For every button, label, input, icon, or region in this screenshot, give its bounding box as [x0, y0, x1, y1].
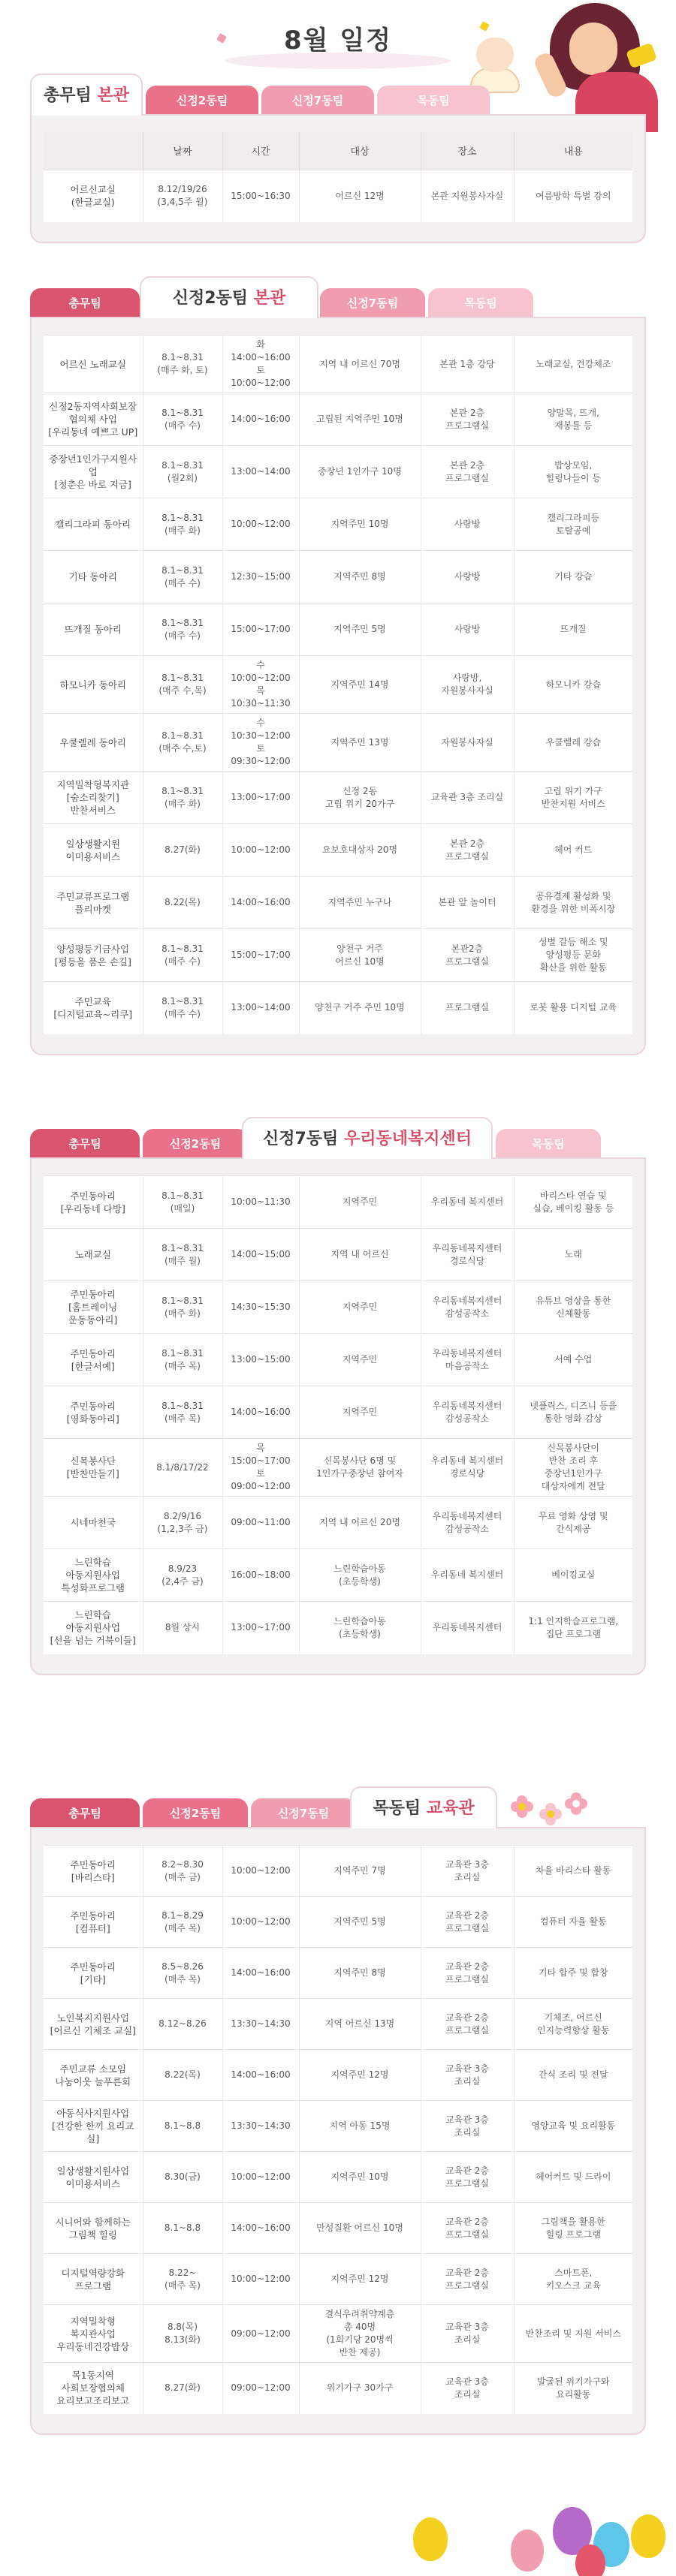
tab-sinjeong2[interactable]: 신정2동팀 — [143, 1798, 248, 1828]
tab-sinjeong2[interactable]: 신정2동팀 — [146, 86, 258, 116]
cell-date: 8.1~8.31 (매주 화) — [143, 772, 222, 824]
team-tabs — [30, 72, 646, 116]
cell-date: 8.27(화) — [143, 2363, 222, 2414]
cell-place: 교육관 3층 조리실 — [421, 1846, 514, 1897]
cell-content: 기체조, 어르신 인지능력향상 활동 — [514, 1999, 632, 2050]
cell-date: 8.22~ (매주 목) — [143, 2254, 222, 2305]
cell-program-name: 주민동아리 [영화동아리] — [44, 1386, 143, 1439]
cell-place: 교육관 3층 조리실 — [421, 772, 514, 824]
cell-content: 노래 — [514, 1229, 632, 1281]
cell-date: 8.2~8.30 (매주 금) — [143, 1846, 222, 1897]
cell-target: 신목봉사단 6명 및 1인가구중장년 참여자 — [299, 1439, 421, 1497]
cell-target: 지역주민 5명 — [299, 603, 421, 656]
table-row — [44, 1846, 632, 1897]
table-row — [44, 2363, 632, 2414]
schedule-panel — [30, 114, 646, 243]
cell-program-name: 일상생활지원 이미용서비스 — [44, 824, 143, 877]
cell-content: 기타 강습 — [514, 551, 632, 603]
cell-content: 양말목, 뜨개, 재봉틀 등 — [514, 393, 632, 446]
cell-time: 14:30~15:30 — [222, 1281, 299, 1334]
cell-target: 위기가구 30가구 — [299, 2363, 421, 2414]
cell-date: 8.22(목) — [143, 877, 222, 929]
cell-time: 13:00~17:00 — [222, 1602, 299, 1654]
cell-content: 반찬조리 및 지원 서비스 — [514, 2305, 632, 2363]
cell-time: 12:30~15:00 — [222, 551, 299, 603]
table-row — [44, 1386, 632, 1439]
cell-time: 15:00~17:00 — [222, 603, 299, 656]
table-row — [44, 1948, 632, 1999]
cell-program-name: 주민동아리 [컴퓨터] — [44, 1897, 143, 1948]
header — [0, 0, 676, 68]
cell-date: 8.1~8.31 (매주 월) — [143, 1229, 222, 1281]
cell-target: 신정 2동 고립 위기 20가구 — [299, 772, 421, 824]
cell-place: 우리동네복지센터 감성공작소 — [421, 1497, 514, 1549]
cell-time: 10:00~12:00 — [222, 1897, 299, 1948]
tab-mokdong[interactable]: 목동팀 — [496, 1129, 601, 1159]
cell-time: 수 10:30~12:00 토 09:30~12:00 — [222, 714, 299, 772]
cell-date: 8.1~8.8 — [143, 2101, 222, 2152]
cell-program-name: 캘리그라피 동아리 — [44, 498, 143, 551]
cell-place: 사랑방 — [421, 603, 514, 656]
cell-target: 양천구 거주 어르신 10명 — [299, 929, 421, 982]
cell-place: 사랑방, 자원봉사자실 — [421, 656, 514, 714]
cell-date: 8.1~8.31 (매주 수) — [143, 982, 222, 1034]
cell-content: 무료 영화 상영 및 간식제공 — [514, 1497, 632, 1549]
table-row — [44, 1176, 632, 1229]
cell-target: 느린학습아동 (초등학생) — [299, 1549, 421, 1602]
cell-place: 교육관 3층 조리실 — [421, 2363, 514, 2414]
team-tabs — [30, 1115, 646, 1159]
table-row — [44, 1334, 632, 1386]
table-row — [44, 1897, 632, 1948]
cell-program-name: 신정2동지역사회보장 협의체 사업 [우리동네 예쁘고 UP] — [44, 393, 143, 446]
tab-general-affairs[interactable]: 총무팀 — [30, 288, 140, 318]
tab-general-affairs[interactable]: 총무팀 본관 — [30, 74, 143, 116]
cell-program-name: 주민동아리 [우리동네 다방] — [44, 1176, 143, 1229]
tab-mokdong[interactable]: 목동팀 교육관 — [350, 1786, 497, 1828]
cell-target: 지역 아동 15명 — [299, 2101, 421, 2152]
cell-program-name: 아동식사지원사업 [건강한 한끼 요리교실] — [44, 2101, 143, 2152]
cell-content: 베이킹교실 — [514, 1549, 632, 1602]
cell-content: 공유경제 활성화 및 환경을 위한 비폭시장 — [514, 877, 632, 929]
cell-time: 10:00~12:00 — [222, 498, 299, 551]
cell-time: 10:00~11:30 — [222, 1176, 299, 1229]
table-row — [44, 2152, 632, 2203]
section-mokdong — [30, 1785, 646, 2435]
cell-target: 중장년 1인가구 10명 — [299, 446, 421, 498]
cell-program-name: 일상생활지원사업 이미용서비스 — [44, 2152, 143, 2203]
cell-content: 고립 위기 가구 반찬지원 서비스 — [514, 772, 632, 824]
cell-program-name: 중장년1인가구지원사업 [청춘은 바로 지금] — [44, 446, 143, 498]
cell-place: 교육관 2층 프로그램실 — [421, 1948, 514, 1999]
cell-date: 8.1~8.29 (매주 목) — [143, 1897, 222, 1948]
table-row — [44, 929, 632, 982]
table-row — [44, 656, 632, 714]
cell-place: 우리동네 복지센터 — [421, 1176, 514, 1229]
cell-target: 결식우려취약계층 총 40명 (1회기당 20명씩 반찬 제공) — [299, 2305, 421, 2363]
table-row — [44, 1497, 632, 1549]
cell-place: 교육관 2층 프로그램실 — [421, 2203, 514, 2254]
schedule-table — [44, 1845, 632, 2414]
cell-program-name: 기타 동아리 — [44, 551, 143, 603]
cell-program-name: 느린학습 아동지원사업 [선을 넘는 거북이들] — [44, 1602, 143, 1654]
cell-place: 우리동네 복지센터 경로식당 — [421, 1439, 514, 1497]
cell-date: 8.5~8.26 (매주 목) — [143, 1948, 222, 1999]
cell-date: 8.1~8.31 (매주 수) — [143, 603, 222, 656]
cell-place: 교육관 3층 조리실 — [421, 2305, 514, 2363]
cell-place: 사랑방 — [421, 498, 514, 551]
cell-time: 15:00~17:00 — [222, 929, 299, 982]
balloons-decoration — [406, 2477, 676, 2576]
cell-target: 지역주민 — [299, 1281, 421, 1334]
cell-target: 지역주민 — [299, 1386, 421, 1439]
table-row — [44, 2203, 632, 2254]
cell-place: 우리동네복지센터 경로식당 — [421, 1229, 514, 1281]
header-target: 대상 — [299, 132, 421, 170]
cell-time: 10:00~12:00 — [222, 2254, 299, 2305]
cell-target: 지역주민 — [299, 1176, 421, 1229]
cell-program-name: 주민동아리 [바리스타] — [44, 1846, 143, 1897]
cell-program-name: 주민교류 소모임 나눔이웃 늘푸른회 — [44, 2050, 143, 2101]
cell-program-name: 디지털역량강화 프로그램 — [44, 2254, 143, 2305]
header-place: 장소 — [421, 132, 514, 170]
cell-target: 지역 내 어르신 20명 — [299, 1497, 421, 1549]
cell-content: 헤어 커트 — [514, 824, 632, 877]
cell-program-name: 노인복지지원사업 [어르신 기체조 교실] — [44, 1999, 143, 2050]
cell-content: 로봇 활용 디지털 교육 — [514, 982, 632, 1034]
cell-program-name: 지역밀착형 복지관사업 우리동네건강밥상 — [44, 2305, 143, 2363]
section-sinjeong7 — [30, 1115, 646, 1675]
cell-time: 화 14:00~16:00 토 10:00~12:00 — [222, 336, 299, 393]
cell-target: 요보호대상자 20명 — [299, 824, 421, 877]
cell-content: 하모니카 강습 — [514, 656, 632, 714]
cell-time: 09:00~12:00 — [222, 2305, 299, 2363]
cell-time: 13:30~14:30 — [222, 2101, 299, 2152]
cell-time: 14:00~15:00 — [222, 1229, 299, 1281]
cell-place: 본관 2층 프로그램실 — [421, 446, 514, 498]
cell-content: 스마트폰, 키오스크 교육 — [514, 2254, 632, 2305]
tab-mokdong[interactable]: 목동팀 — [428, 288, 533, 318]
cell-place: 본관 2층 프로그램실 — [421, 393, 514, 446]
table-row — [44, 714, 632, 772]
cell-time: 13:00~14:00 — [222, 982, 299, 1034]
cell-content: 발굴된 위기가구와 요리활동 — [514, 2363, 632, 2414]
cell-time: 09:00~11:00 — [222, 1497, 299, 1549]
cell-time: 13:30~14:30 — [222, 1999, 299, 2050]
cell-target: 지역주민 7명 — [299, 1846, 421, 1897]
cell-program-name: 지역밀착형복지관 [숨소리찾기] 반찬서비스 — [44, 772, 143, 824]
cell-time: 수 10:00~12:00 목 10:30~11:30 — [222, 656, 299, 714]
cell-content: 유튜브 영상을 통한 신체활동 — [514, 1281, 632, 1334]
table-row — [44, 1439, 632, 1497]
tab-sinjeong7[interactable]: 신정7동팀 — [261, 86, 374, 116]
cell-target: 지역 내 어르신 70명 — [299, 336, 421, 393]
cell-place: 우리동네복지센터 마음공작소 — [421, 1334, 514, 1386]
cell-place: 우리동네복지센터 감성공작소 — [421, 1386, 514, 1439]
tab-sinjeong7[interactable]: 신정7동팀 — [251, 1798, 356, 1828]
cell-time: 14:00~16:00 — [222, 2050, 299, 2101]
cell-time: 10:00~12:00 — [222, 824, 299, 877]
cell-content: 우쿨렐레 강습 — [514, 714, 632, 772]
tab-sinjeong2[interactable]: 신정2동팀 — [143, 1129, 248, 1159]
schedule-table — [44, 335, 632, 1034]
cell-time: 15:00~16:30 — [222, 170, 299, 222]
schedule-table — [44, 132, 632, 222]
cell-target: 지역주민 8명 — [299, 1948, 421, 1999]
cell-place: 본관2층 프로그램실 — [421, 929, 514, 982]
cell-place: 교육관 2층 프로그램실 — [421, 2152, 514, 2203]
cell-place: 교육관 2층 프로그램실 — [421, 1999, 514, 2050]
cell-date: 8.12/19/26 (3,4,5주 월) — [143, 170, 222, 222]
cell-time: 목 15:00~17:00 토 09:00~12:00 — [222, 1439, 299, 1497]
header-program — [44, 132, 143, 170]
cell-content: 차율 바리스타 활동 — [514, 1846, 632, 1897]
cell-date: 8.8(목) 8.13(화) — [143, 2305, 222, 2363]
cell-program-name: 느린학습 아동지원사업 특성화프로그램 — [44, 1549, 143, 1602]
cell-place: 우리동네 복지센터 — [421, 1549, 514, 1602]
cell-place: 본관 지원봉사자실 — [421, 170, 514, 222]
cell-time: 10:00~12:00 — [222, 2152, 299, 2203]
cell-place: 교육관 2층 프로그램실 — [421, 2254, 514, 2305]
cell-date: 8.1~8.31 (매주 화) — [143, 1281, 222, 1334]
table-row — [44, 1999, 632, 2050]
cell-program-name: 주민동아리 [기타] — [44, 1948, 143, 1999]
cell-date: 8.12~8.26 — [143, 1999, 222, 2050]
table-row — [44, 2305, 632, 2363]
cell-time: 14:00~16:00 — [222, 393, 299, 446]
cell-content: 헤어커트 및 드라이 — [514, 2152, 632, 2203]
cell-date: 8.1~8.31 (매주 수,토) — [143, 714, 222, 772]
table-row — [44, 1602, 632, 1654]
cell-place: 본관 2층 프로그램실 — [421, 824, 514, 877]
cell-place: 본관 앞 놀이터 — [421, 877, 514, 929]
cell-target: 지역주민 12명 — [299, 2254, 421, 2305]
cell-content: 캘리그라피등 토탈공예 — [514, 498, 632, 551]
cell-content: 성별 갈등 해소 및 양성평등 문화 확산을 위한 활동 — [514, 929, 632, 982]
tab-sinjeong7[interactable]: 신정7동팀 우리동네복지센터 — [242, 1117, 493, 1159]
cell-date: 8.1~8.31 (매주 목) — [143, 1386, 222, 1439]
table-row — [44, 446, 632, 498]
flower-decoration — [565, 1792, 587, 1815]
table-row — [44, 1549, 632, 1602]
cell-target: 만성질환 어르신 10명 — [299, 2203, 421, 2254]
cell-program-name: 시니어와 함께하는 그림책 힐링 — [44, 2203, 143, 2254]
table-row — [44, 772, 632, 824]
cell-target: 양천구 거주 주민 10명 — [299, 982, 421, 1034]
cell-content: 밥상모임, 힐링나들이 등 — [514, 446, 632, 498]
cell-place: 교육관 3층 조리실 — [421, 2101, 514, 2152]
cell-place: 우리동네복지센터 감성공작소 — [421, 1281, 514, 1334]
cell-target: 지역주민 10명 — [299, 498, 421, 551]
table-header — [44, 132, 632, 170]
cell-content: 1:1 인지학습프로그램, 집단 프로그램 — [514, 1602, 632, 1654]
cell-place: 프로그램실 — [421, 982, 514, 1034]
table-row — [44, 551, 632, 603]
cell-place: 교육관 3층 조리실 — [421, 2050, 514, 2101]
schedule-panel — [30, 1827, 646, 2435]
cell-target: 지역주민 — [299, 1334, 421, 1386]
cell-content: 기타 합주 및 합창 — [514, 1948, 632, 1999]
cell-content: 여름방학 특별 강의 — [514, 170, 632, 222]
section-general-affairs — [30, 72, 646, 243]
cell-target: 지역주민 13명 — [299, 714, 421, 772]
cell-program-name: 양성평등기금사업 [평등을 품은 손길] — [44, 929, 143, 982]
cell-time: 14:00~16:00 — [222, 877, 299, 929]
cell-date: 8.1~8.31 (매주 수) — [143, 393, 222, 446]
cell-time: 13:00~17:00 — [222, 772, 299, 824]
cell-date: 8.1~8.31 (매주 화, 토) — [143, 336, 222, 393]
table-row — [44, 170, 632, 222]
cell-place: 본관 1층 강당 — [421, 336, 514, 393]
cell-date: 8.1~8.8 — [143, 2203, 222, 2254]
cell-target: 고립된 지역주민 10명 — [299, 393, 421, 446]
cell-program-name: 목1동지역 사회보장협의체 요리보고조리보고 — [44, 2363, 143, 2414]
cell-place: 우리동네복지센터 — [421, 1602, 514, 1654]
table-row — [44, 2101, 632, 2152]
cell-date: 8.1~8.31 (매주 화) — [143, 498, 222, 551]
cell-program-name: 주민동아리 [홈트레이닝 운동동아리] — [44, 1281, 143, 1334]
cell-date: 8.1~8.31 (매주 수,목) — [143, 656, 222, 714]
cell-program-name: 어르신교실 (한글교실) — [44, 170, 143, 222]
cell-program-name: 주민동아리 [한글서예] — [44, 1334, 143, 1386]
cell-date: 8.1~8.31 (매주 목) — [143, 1334, 222, 1386]
cell-program-name: 노래교실 — [44, 1229, 143, 1281]
cell-date: 8.22(목) — [143, 2050, 222, 2101]
cell-target: 지역주민 14명 — [299, 656, 421, 714]
table-row — [44, 393, 632, 446]
cell-time: 14:00~16:00 — [222, 2203, 299, 2254]
table-row — [44, 2254, 632, 2305]
cell-content: 서예 수업 — [514, 1334, 632, 1386]
cell-date: 8.1~8.31 (매일) — [143, 1176, 222, 1229]
cell-target: 지역주민 누구나 — [299, 877, 421, 929]
cell-date: 8월 상시 — [143, 1602, 222, 1654]
cell-content: 그림책을 활용한 힐링 프로그램 — [514, 2203, 632, 2254]
cell-place: 교육관 2층 프로그램실 — [421, 1897, 514, 1948]
cell-time: 13:00~14:00 — [222, 446, 299, 498]
cell-date: 8.27(화) — [143, 824, 222, 877]
cell-program-name: 신목봉사단 [반찬만들기] — [44, 1439, 143, 1497]
cell-content: 바리스타 연습 및 실습, 베이킹 활동 등 — [514, 1176, 632, 1229]
cell-date: 8.1~8.31 (매주 수) — [143, 929, 222, 982]
flower-decoration — [511, 1795, 533, 1818]
cell-program-name: 주민교류프로그램 플리마켓 — [44, 877, 143, 929]
table-row — [44, 1229, 632, 1281]
cell-target: 지역주민 5명 — [299, 1897, 421, 1948]
table-row — [44, 877, 632, 929]
header-content: 내용 — [514, 132, 632, 170]
table-row — [44, 603, 632, 656]
schedule-table — [44, 1175, 632, 1654]
cell-time: 14:00~16:00 — [222, 1948, 299, 1999]
cell-program-name: 뜨개질 동아리 — [44, 603, 143, 656]
table-row — [44, 2050, 632, 2101]
cell-content: 뜨개질 — [514, 603, 632, 656]
cell-program-name: 주민교육 [디지털교육~리쿠] — [44, 982, 143, 1034]
cell-program-name: 하모니카 동아리 — [44, 656, 143, 714]
cell-time: 10:00~12:00 — [222, 1846, 299, 1897]
flower-decoration — [539, 1803, 562, 1825]
schedule-panel — [30, 1157, 646, 1675]
cell-target: 지역주민 12명 — [299, 2050, 421, 2101]
cell-target: 어르신 12명 — [299, 170, 421, 222]
cell-target: 지역주민 8명 — [299, 551, 421, 603]
tab-mokdong[interactable]: 목동팀 — [377, 86, 490, 116]
cell-content: 신목봉사단이 반찬 조리 후 중장년1인가구 대상자에게 전달 — [514, 1439, 632, 1497]
cell-target: 지역 어르신 13명 — [299, 1999, 421, 2050]
page-title: 8월 일정 — [283, 26, 393, 56]
cell-content: 노래교실, 건강체조 — [514, 336, 632, 393]
table-row — [44, 824, 632, 877]
tab-sinjeong7[interactable]: 신정7동팀 — [320, 288, 425, 318]
cell-date: 8.1~8.31 (매주 수) — [143, 551, 222, 603]
cell-date: 8.1~8.31 (월2회) — [143, 446, 222, 498]
schedule-panel — [30, 317, 646, 1055]
tab-general-affairs[interactable]: 총무팀 — [30, 1798, 140, 1828]
cell-date: 8.2/9/16 (1,2,3주 금) — [143, 1497, 222, 1549]
cell-place: 사랑방 — [421, 551, 514, 603]
table-row — [44, 1281, 632, 1334]
cell-date: 8.30(금) — [143, 2152, 222, 2203]
tab-general-affairs[interactable]: 총무팀 — [30, 1129, 140, 1159]
table-row — [44, 336, 632, 393]
cell-time: 09:00~12:00 — [222, 2363, 299, 2414]
header-time: 시간 — [222, 132, 299, 170]
cell-time: 14:00~16:00 — [222, 1386, 299, 1439]
section-sinjeong2 — [30, 275, 646, 1055]
cell-content: 컴퓨터 자율 활동 — [514, 1897, 632, 1948]
cell-content: 넷플릭스, 디즈니 등을 통한 영화 감상 — [514, 1386, 632, 1439]
cell-date: 8.1/8/17/22 — [143, 1439, 222, 1497]
cell-target: 지역주민 10명 — [299, 2152, 421, 2203]
team-tabs — [30, 275, 646, 318]
cell-target: 지역 내 어르신 — [299, 1229, 421, 1281]
cell-program-name: 시네마천국 — [44, 1497, 143, 1549]
header-date: 날짜 — [143, 132, 222, 170]
cell-date: 8.9/23 (2,4주 금) — [143, 1549, 222, 1602]
cell-program-name: 우쿨렐레 동아리 — [44, 714, 143, 772]
cell-content: 간식 조리 및 전달 — [514, 2050, 632, 2101]
cell-content: 영양교육 및 요리활동 — [514, 2101, 632, 2152]
cell-program-name: 어르신 노래교실 — [44, 336, 143, 393]
cell-place: 자원봉사자실 — [421, 714, 514, 772]
cell-target: 느린학습아동 (초등학생) — [299, 1602, 421, 1654]
cell-time: 13:00~15:00 — [222, 1334, 299, 1386]
table-row — [44, 982, 632, 1034]
tab-sinjeong2[interactable]: 신정2동팀 본관 — [140, 276, 318, 318]
cell-time: 16:00~18:00 — [222, 1549, 299, 1602]
table-row — [44, 498, 632, 551]
